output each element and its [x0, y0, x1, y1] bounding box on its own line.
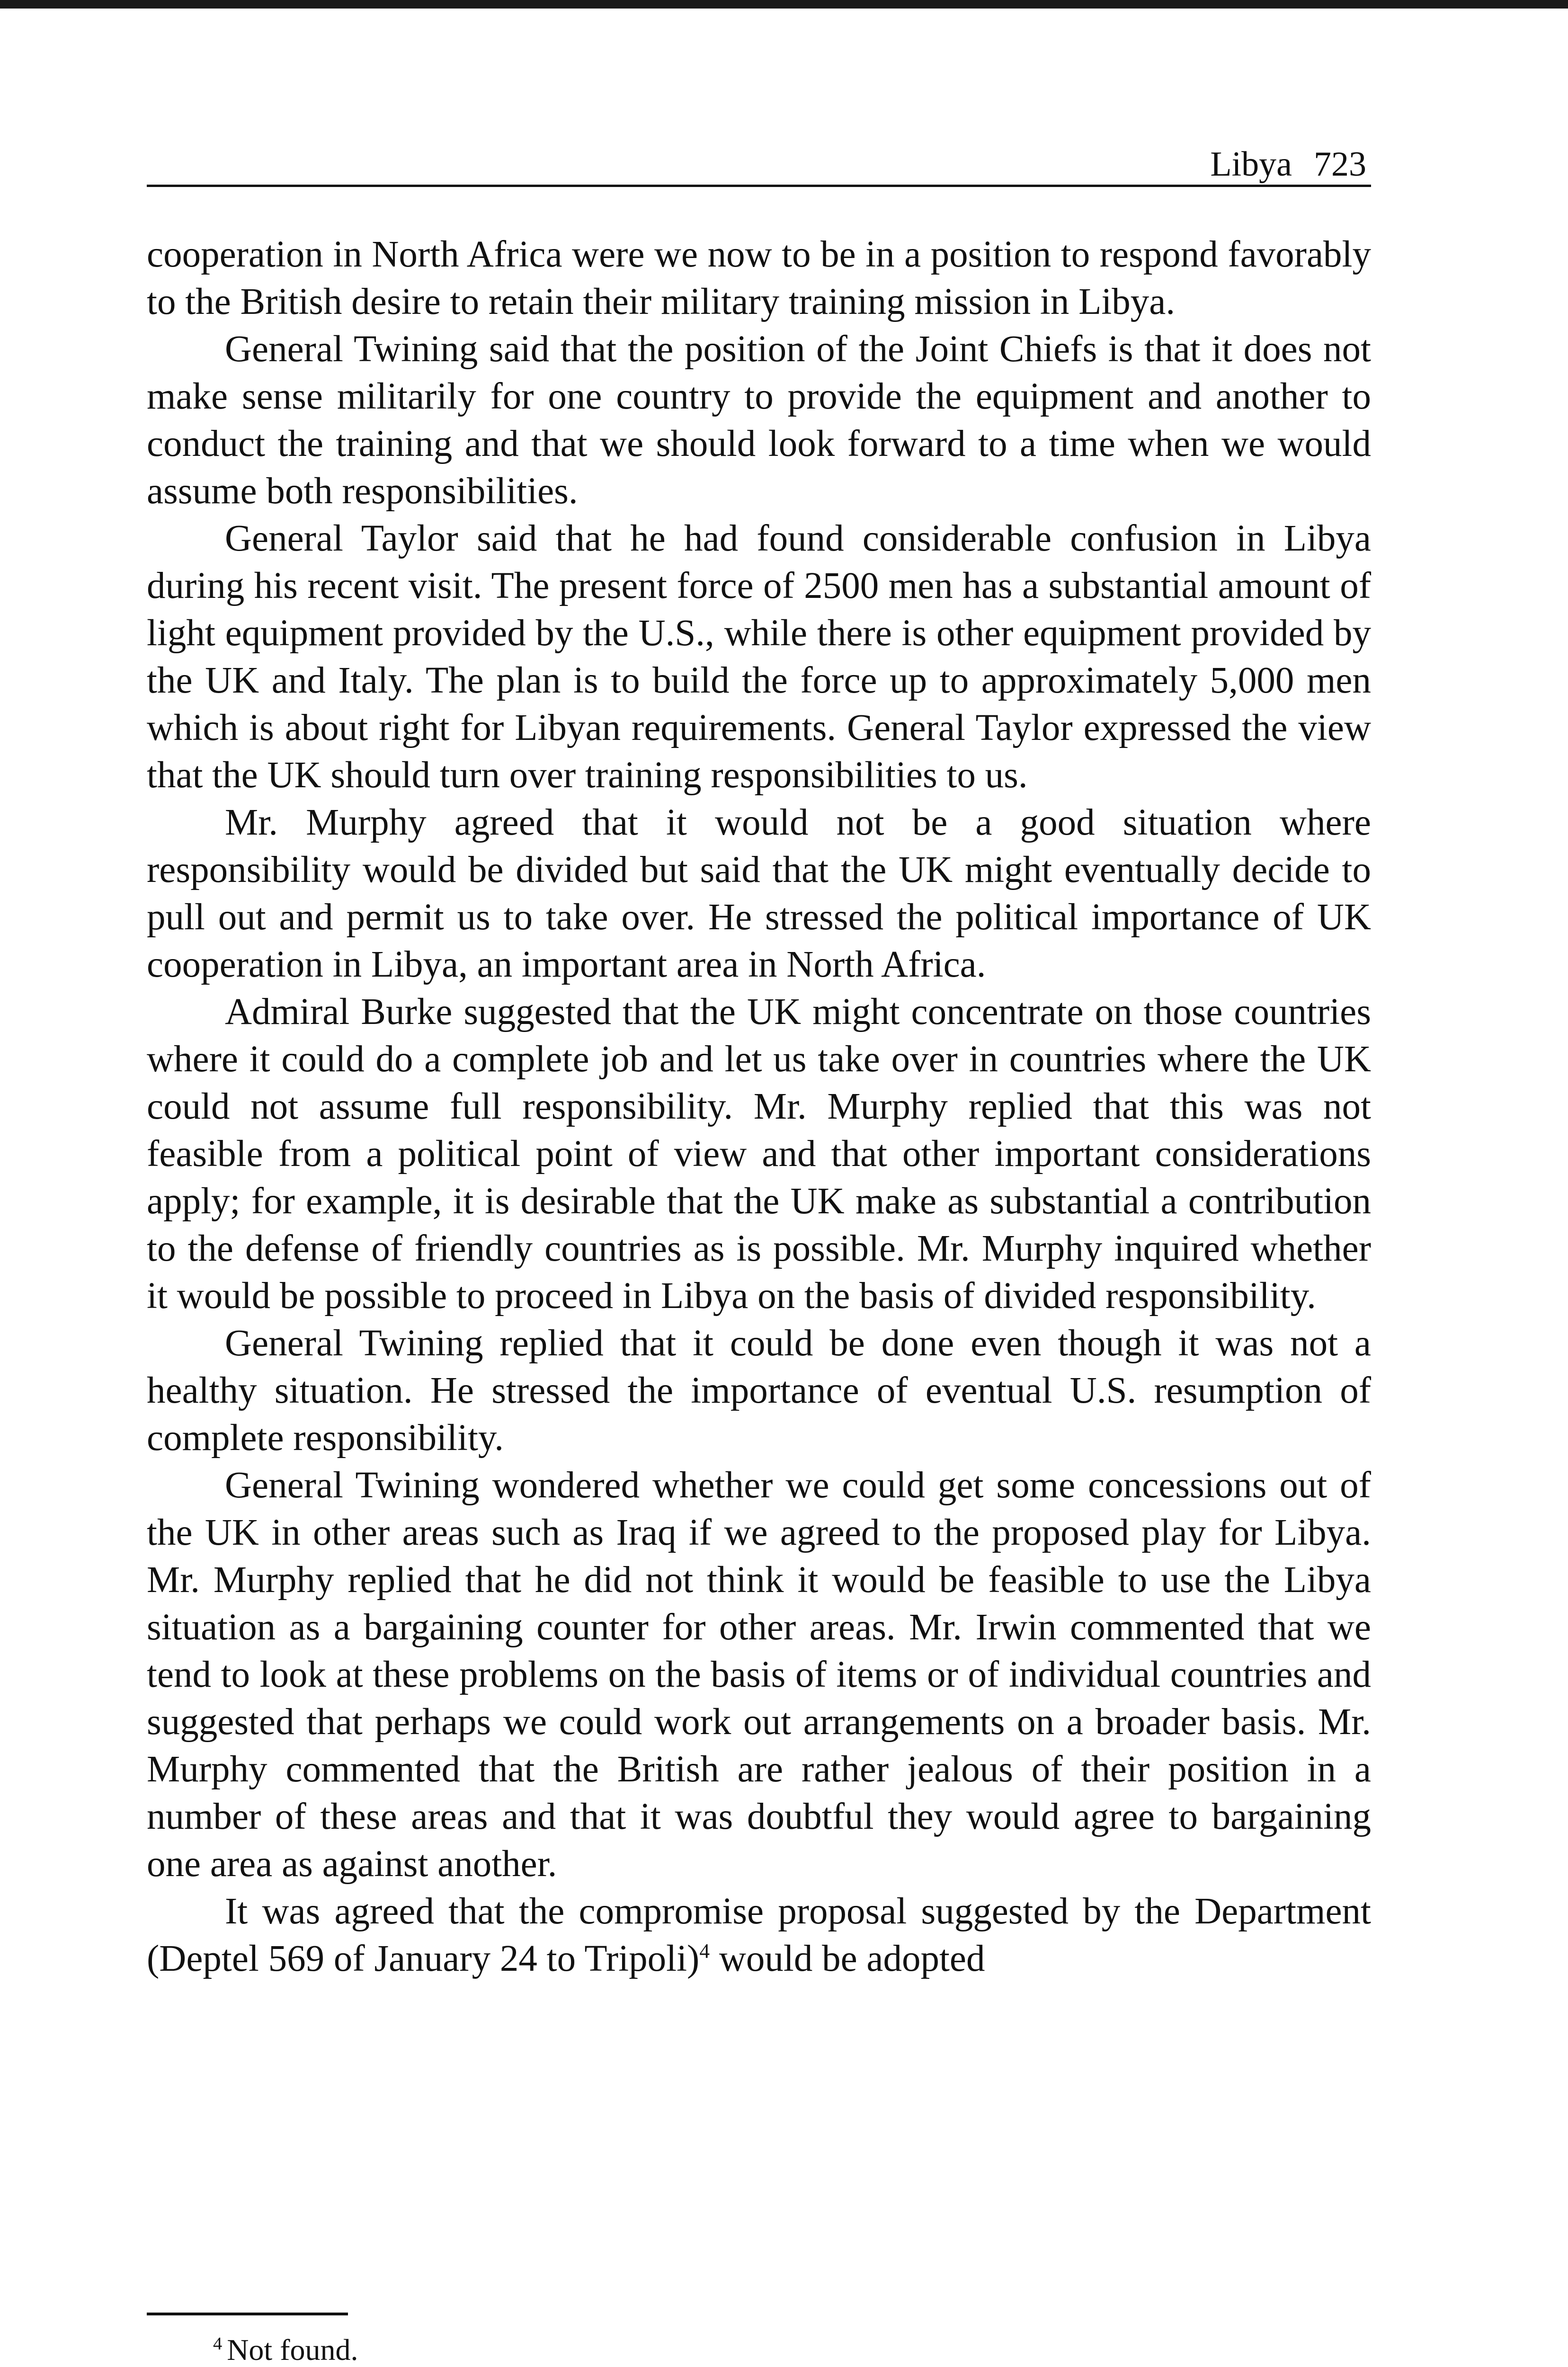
running-head-title: Libya: [1210, 145, 1292, 184]
paragraph-agreement: [147, 1888, 1371, 1983]
running-head: [147, 128, 1371, 187]
paragraph-twining-reply: General Twining replied that it could be done even though it was not a healthy situation. He stressed the importance of eventual U.S. resumption of complete responsibility.: [147, 1323, 1371, 1459]
agreement-text-end: would be adopted: [710, 1938, 985, 1979]
paragraph-taylor-confusion: General Taylor said that he had found considerable confusion in Libya during his recent visit. The present force of 2500 men has a substantial amount of light equipment provided by the U.S., while there is other equipment provided by the UK and Italy. The plan is to build the force up to approximately 5,000 men which is about right for Libyan requirements. General Taylor expressed the view that the UK should turn over training responsibilities to us.: [147, 518, 1371, 796]
agreement-text: It was agreed that the compromise proposal suggested by the Department (Deptel 569 of January 24 to Tripoli): [147, 1891, 1371, 1979]
paragraph-murphy-divided: Mr. Murphy agreed that it would not be a good situation where responsibility would be divided but said that the UK might eventually decide to pull out and permit us to take over. He stressed the political importance of UK cooperation in Libya, an important area in North Africa.: [147, 802, 1371, 985]
page-top-edge: [0, 0, 1568, 9]
footnote-mark: 4: [213, 2333, 223, 2354]
footnote-divider: [147, 2313, 348, 2315]
paragraph-burke-suggestion: Admiral Burke suggested that the UK might concentrate on those countries where it could do a complete job and let us take over in countries where the UK could not assume full responsibility. Mr. Murphy replied that this was not feasible from a political point of view and that other important considerations apply; for example, it is desirable that the UK make as substantial a contribution to the defense of friendly countries as is possible. Mr. Murphy inquired whether it would be possible to proceed in Libya on the basis of divided responsibility.: [147, 991, 1371, 1317]
paragraph-twining-joint-chiefs: General Twining said that the position of the Joint Chiefs is that it does not make sense militarily for one country to provide the equipment and another to conduct the training and that we should look forward to a time when we would assume both responsibilities.: [147, 329, 1371, 512]
body-text: [147, 231, 1371, 1983]
footnote-text: Not found.: [227, 2333, 358, 2367]
footnote: [213, 2335, 358, 2365]
paragraph-continued: cooperation in North Africa were we now to be in a position to respond favorably to the British desire to retain their military training mission in Libya.: [147, 234, 1371, 322]
paragraph-twining-concessions: General Twining wondered whether we could get some concessions out of the UK in other areas such as Iraq if we agreed to the proposed play for Libya. Mr. Murphy replied that he did not think it would be feasible to use the Libya situation as a bargaining counter for other areas. Mr. Irwin commented that we tend to look at these problems on the basis of items or of individual countries and suggested that perhaps we could work out arrangements on a broader basis. Mr. Murphy commented that the British are rather jealous of their position in a number of these areas and that it was doubtful they would agree to bargaining one area as against another.: [147, 1465, 1371, 1885]
page-number: 723: [1314, 145, 1366, 184]
footnote-reference: 4: [699, 1940, 710, 1963]
running-head-text: [1210, 147, 1366, 182]
